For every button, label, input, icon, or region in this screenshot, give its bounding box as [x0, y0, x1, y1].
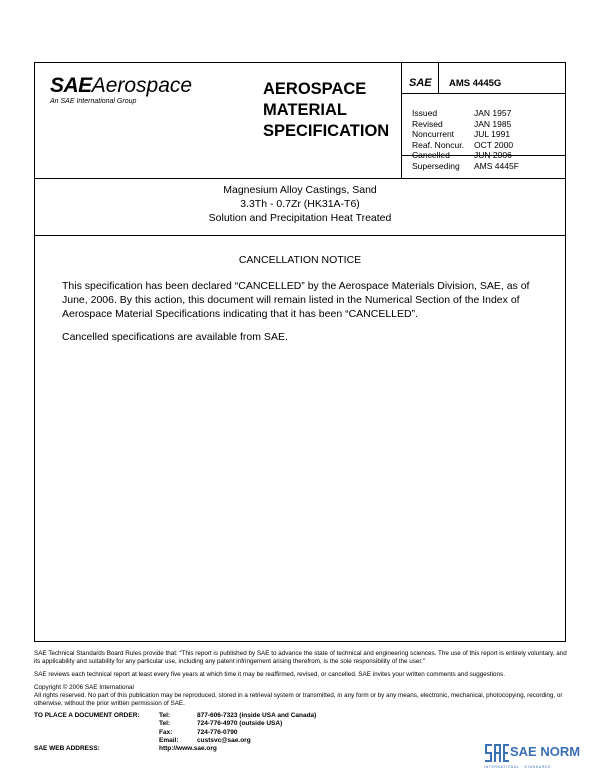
sae-box-divider [438, 63, 439, 93]
web-address-link[interactable]: http://www.sae.org [159, 745, 217, 752]
sae-aerospace-logo [50, 75, 192, 105]
subject-divider [35, 235, 565, 236]
sae-norm-watermark [484, 742, 584, 772]
history-row [412, 108, 513, 119]
revision-history [412, 108, 513, 161]
history-value: JUN 2006 [474, 150, 512, 160]
contact-row [34, 737, 316, 745]
subject-line-2: 3.3Th - 0.7Zr (HK31A-T6) [240, 198, 360, 210]
document-type-title [263, 79, 389, 142]
logo-aerospace-text: Aerospace [91, 74, 193, 97]
logo-sae-text: SAE [50, 74, 92, 97]
web-label: SAE WEB ADDRESS: [34, 745, 100, 752]
sae-norm-icon [484, 742, 510, 764]
contact-label: Tel: [159, 712, 171, 719]
notice-paragraph: This specification has been declared “CANCELLED” by the Aerospace Materials Division, SAE, as of June, 2006. By this action, this document will remain listed in the Numerical Section of the Index of Aerospace Material Specifications indicating that it has been “CANCELLED”. [62, 280, 530, 320]
contact-label: Tel: [159, 720, 171, 728]
order-contacts [34, 712, 316, 745]
title-line-1: AEROSPACE [263, 80, 367, 98]
history-label: Cancelled [412, 150, 450, 160]
contact-row [34, 712, 316, 720]
history-value: JAN 1957 [474, 108, 512, 118]
sae-norm-text: SAE NORM [510, 744, 581, 759]
contact-value[interactable]: custsvc@sae.org [197, 736, 251, 744]
contact-label: Fax: [159, 728, 173, 736]
rights-statement: All rights reserved. No part of this publication may be reproduced, stored in a retrieval system or transmitted, in any form or by any means, electronic, mechanical, photocopying, recording, or otherwise, without the prior written permission of SAE. [34, 692, 563, 708]
subject-line-1: Magnesium Alloy Castings, Sand [223, 184, 377, 196]
history-label: Noncurrent [412, 129, 455, 139]
notice-title: CANCELLATION NOTICE [238, 254, 362, 266]
contact-label: Email: [159, 736, 179, 744]
superseding-row [412, 161, 519, 171]
code-box-left-border [401, 63, 402, 178]
document-code: AMS 4445G [449, 78, 502, 89]
superseding-value: AMS 4445F [474, 161, 519, 171]
history-label: Revised [412, 118, 443, 129]
contact-row [34, 729, 316, 737]
copyright-line: Copyright © 2006 SAE International [34, 684, 134, 691]
history-row [412, 119, 513, 130]
review-statement: SAE reviews each technical report at least every five years at which time it may be reaffirmed, revised, or cancelled. SAE invites your written comments and suggestions. [34, 671, 505, 678]
order-label: TO PLACE A DOCUMENT ORDER: [34, 712, 140, 719]
document-subject [35, 183, 565, 225]
sae-norm-subtext: INTERNATIONAL · STANDARDS [484, 765, 552, 769]
logo-tagline: An SAE International Group [50, 98, 137, 105]
history-label: Reaf. Noncur. [412, 139, 464, 150]
history-label: Issued [412, 108, 438, 118]
history-row [412, 129, 513, 140]
history-value: JAN 1985 [474, 118, 512, 129]
web-address-row [34, 745, 217, 752]
specification-frame [34, 62, 566, 642]
subject-line-3: Solution and Precipitation Heat Treated [208, 212, 392, 224]
contact-value: 877-606-7323 (inside USA and Canada) [197, 712, 317, 719]
history-row [412, 140, 513, 151]
superseding-label: Superseding [412, 161, 460, 171]
standards-board-rules: SAE Technical Standards Board Rules provide that: “This report is published by SAE to advance the state of technical and engineering sciences. The use of this report is entirely voluntary, and its applicability and suitability for any particular use, including any patent infringement arising therefrom, is the sole responsibility of the user.” [34, 650, 567, 666]
contact-row [34, 720, 316, 728]
title-line-2: MATERIAL [263, 101, 348, 119]
code-divider [401, 93, 565, 94]
title-line-3: SPECIFICATION [263, 122, 390, 140]
contact-value: 724-776-4970 (outside USA) [197, 720, 283, 728]
history-value: JUL 1991 [474, 129, 511, 139]
contact-value: 724-776-0790 [197, 728, 238, 736]
history-row [412, 150, 513, 161]
availability-paragraph: Cancelled specifications are available from SAE. [62, 331, 288, 343]
history-value: OCT 2000 [474, 139, 514, 150]
sae-small-logo: SAE [409, 77, 432, 89]
header-divider [35, 178, 565, 179]
